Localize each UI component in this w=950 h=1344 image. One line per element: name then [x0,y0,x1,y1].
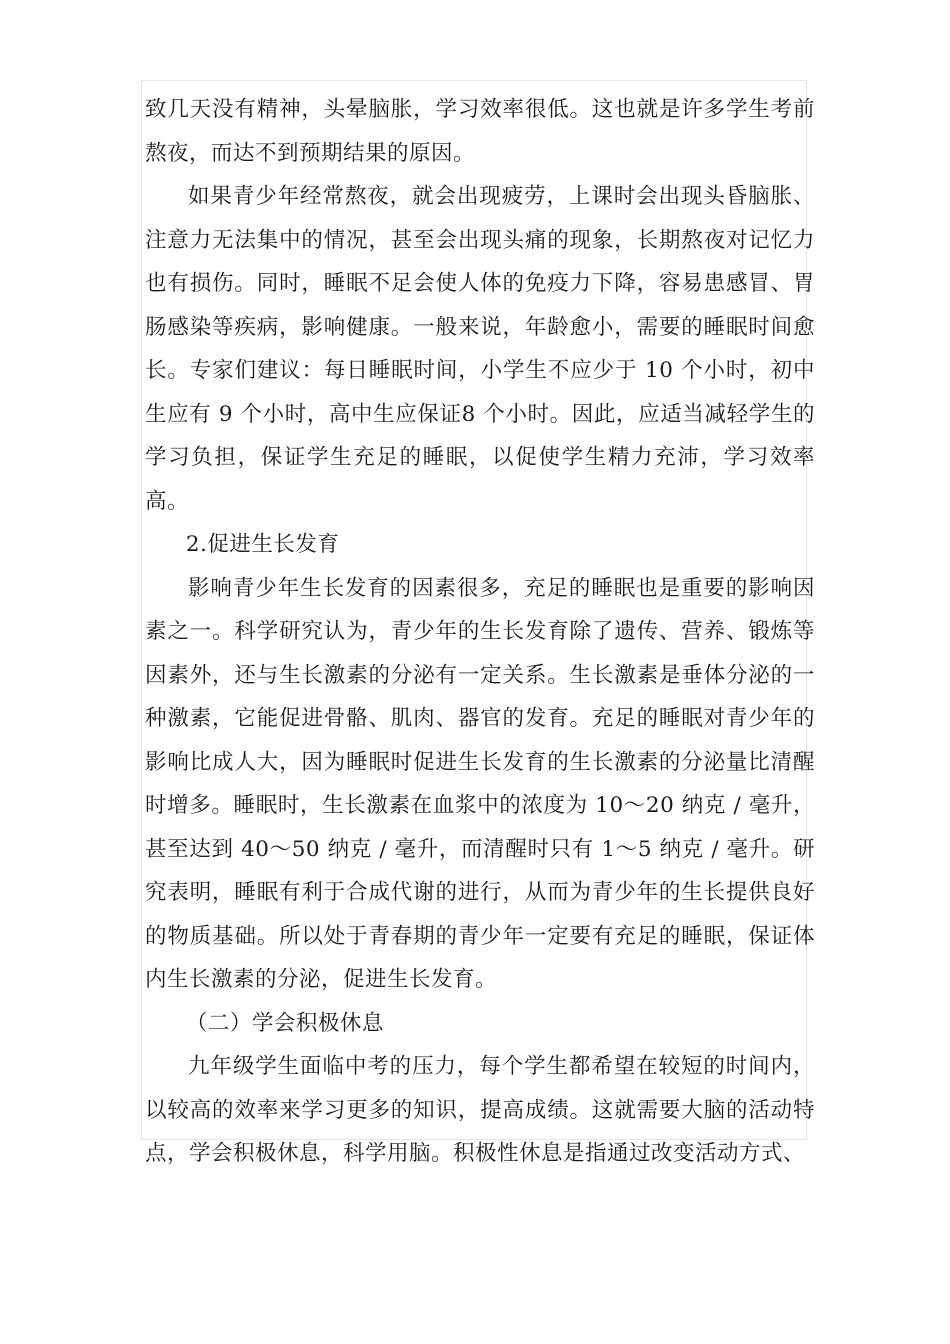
paragraph-sleep-deprivation: 如果青少年经常熬夜，就会出现疲劳，上课时会出现头昏脑胀、注意力无法集中的情况，甚至会出现头痛的现象，长期熬夜对记忆力也有损伤。同时，睡眠不足会使人体的免疫力下降，容易患感冒、胃肠感染等疾病，影响健康。一般来说，年龄愈小，需要的睡眠时间愈长。专家们建议：每日睡眠时间，小学生不应少于 10 个小时，初中生应有 9 个小时，高中生应保证8 个小时。因此，应适当减轻学生的学习负担，保证学生充足的睡眠，以促使学生精力充沛，学习效率高。 [145,184,815,514]
paragraph-active-rest: 九年级学生面临中考的压力，每个学生都希望在较短的时间内，以较高的效率来学习更多的知识，提高成绩。这就需要大脑的活动特点，学会积极休息，科学用脑。积极性休息是指通过改变活动方式、 [145,1054,815,1166]
section-heading-active-rest: （二）学会积极休息 [185,1010,384,1036]
document-body [145,88,815,1176]
paragraph-continuation: 致几天没有精神，头晕脑胀，学习效率很低。这也就是许多学生考前熬夜，而达不到预期结果的原因。 [145,97,815,166]
paragraph-growth-hormone: 影响青少年生长发育的因素很多，充足的睡眠也是重要的影响因素之一。科学研究认为，青少年的生长发育除了遗传、营养、锻炼等因素外，还与生长激素的分泌有一定关系。生长激素是垂体分泌的一种激素，它能促进骨骼、肌肉、器官的发育。充足的睡眠对青少年的影响比成人大，因为睡眠时促进生长发育的生长激素的分泌量比清醒时增多。睡眠时，生长激素在血浆中的浓度为 10～20 纳克 / 毫升，甚至达到 40～50 纳克 / 毫升，而清醒时只有 1～5 纳克 / 毫升。研究表明，睡眠有利于合成代谢的进行，从而为青少年的生长提供良好的物质基础。所以处于青春期的青少年一定要有充足的睡眠，保证体内生长激素的分泌，促进生长发育。 [145,575,815,992]
section-heading-growth: 2.促进生长发育 [185,532,340,557]
